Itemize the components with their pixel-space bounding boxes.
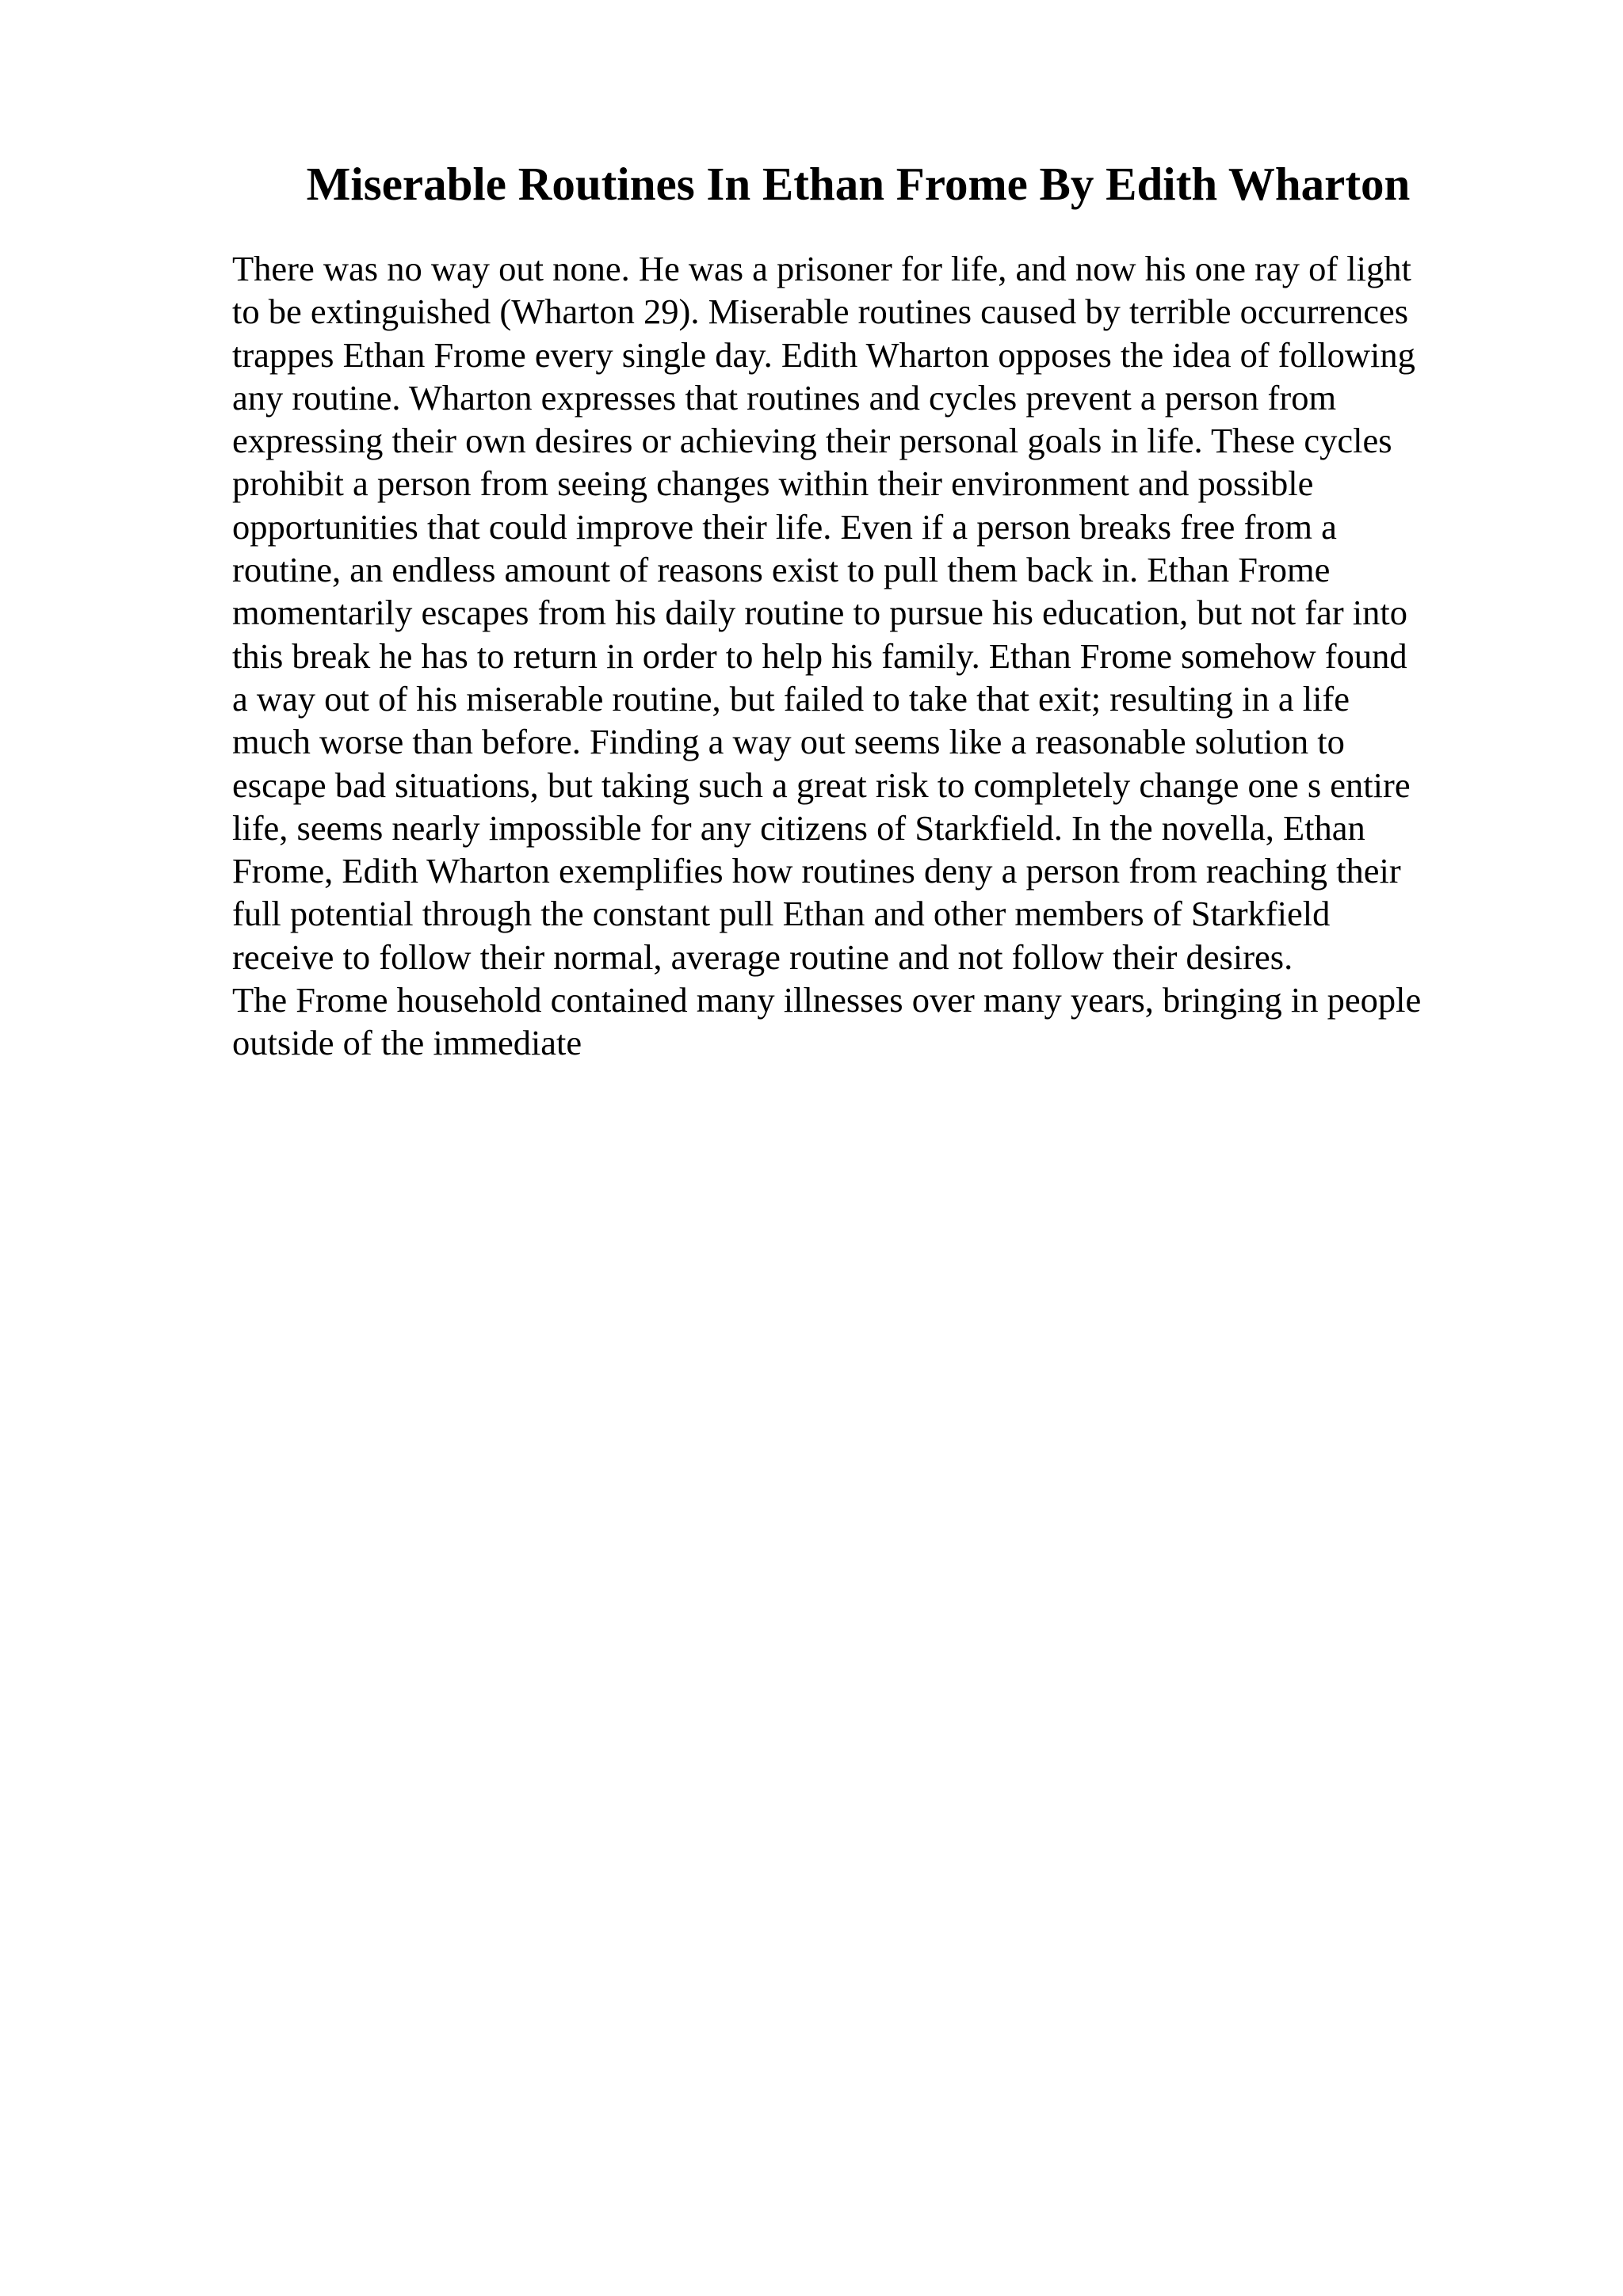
page-title: Miserable Routines In Ethan Frome By Edith Wharton (306, 158, 1411, 210)
text-line: outside of the immediate (232, 1023, 582, 1063)
text-line: this break he has to return in order to help his family. Ethan Frome somehow found (232, 635, 1407, 676)
text-line: to be extinguished (Wharton 29). Miserable routines caused by terrible occurrences (232, 292, 1409, 332)
text-line: prohibit a person from seeing changes within their environment and possible (232, 463, 1314, 504)
text-line: a way out of his miserable routine, but failed to take that exit; resulting in a life (232, 678, 1350, 719)
text-line: escape bad situations, but taking such a great risk to completely change one s entire (232, 765, 1411, 805)
text-line: Frome, Edith Wharton exemplifies how routines deny a person from reaching their (232, 851, 1401, 891)
text-line: life, seems nearly impossible for any citizens of Starkfield. In the novella, Ethan (232, 807, 1365, 848)
text-line: expressing their own desires or achieving their personal goals in life. These cycles (232, 421, 1392, 461)
text-line: any routine. Wharton expresses that routines and cycles prevent a person from (232, 377, 1337, 418)
text-line: The Frome household contained many illnesses over many years, bringing in people (232, 980, 1422, 1020)
text-line: full potential through the constant pull Ethan and other members of Starkfield (232, 894, 1331, 934)
text-line: momentarily escapes from his daily routine to pursue his education, but not far into (232, 593, 1407, 633)
text-line: routine, an endless amount of reasons exist to pull them back in. Ethan Frome (232, 550, 1331, 590)
text-line: opportunities that could improve their life. Even if a person breaks free from a (232, 506, 1337, 547)
text-line: receive to follow their normal, average routine and not follow their desires. (232, 936, 1293, 977)
text-line: much worse than before. Finding a way out seems like a reasonable solution to (232, 722, 1345, 762)
text-line: There was no way out none. He was a prisoner for life, and now his one ray of light (232, 249, 1411, 288)
text-line: trappes Ethan Frome every single day. Edith Wharton opposes the idea of following (232, 334, 1415, 375)
essay-body (232, 247, 1500, 1065)
